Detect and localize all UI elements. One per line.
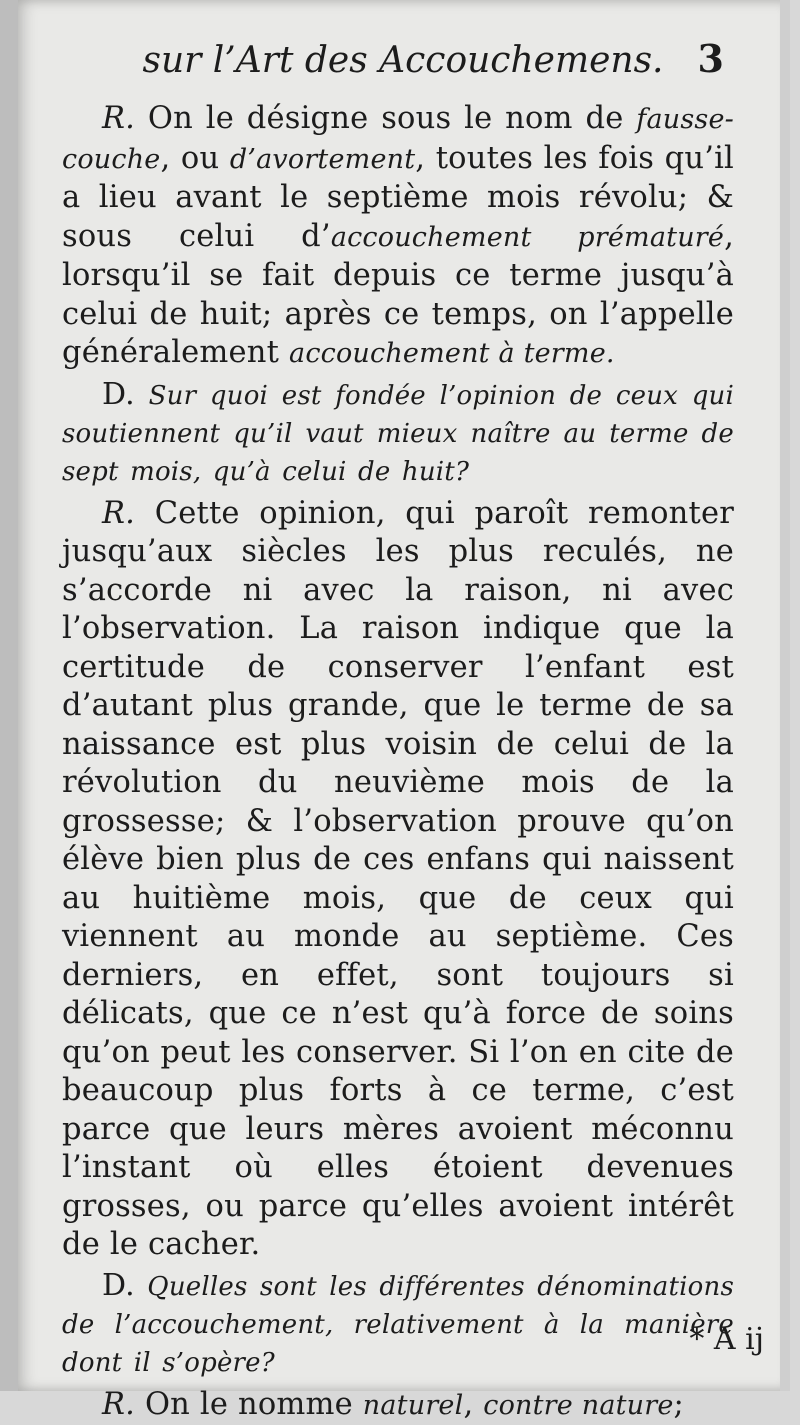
answer-label: R.: [102, 496, 135, 531]
answer-label: R.: [102, 1387, 135, 1422]
italic-term: accouchement à terme.: [289, 338, 615, 369]
running-title: sur l’Art des Accouchemens.: [142, 40, 663, 81]
text-run: , ou: [160, 141, 229, 176]
italic-term: accouchement prématuré: [331, 222, 724, 253]
answer-text: Cette opinion, qui paroît remonter jusqu’aux siècles les plus reculés, ne s’accorde ni avec la raison, ni avec l’observation. La raison indique que la certitude de conserver l’enfant est d’autant plus grande, que le terme de sa naissance est plus voisin de celui de la révolution du neuvième mois de la grossesse; & l’observation prouve qu’on élève bien plus de ces enfans qui naissent au huitième mois, que de ceux qui viennent au monde au septième. Ces derniers, en effet, sont toujours si délicats, que ce n’est qu’à force de soins qu’on peut les conserver. Si l’on en cite de beaucoup plus forts à ce terme, c’est parce que leurs mères avoient méconnu l’instant où elles étoient devenues grosses, ou parce qu’elles avoient intérêt de le cacher.: [62, 496, 734, 1263]
italic-term: naturel: [363, 1390, 464, 1421]
page-gutter-shadow: [0, 0, 18, 1391]
question-text: Sur quoi est fondée l’opinion de ceux qui soutiennent qu’il vaut mieux naître au terme de sept mois, qu’à celui de huit?: [62, 381, 734, 487]
question-label: D.: [102, 377, 135, 412]
answer-paragraph-1: [62, 100, 734, 374]
text-run: , lorsqu’il se fait depuis ce terme jusqu’à celui de huit; après ce temps, on l’appelle généralement: [62, 219, 734, 371]
running-header: [62, 40, 734, 100]
italic-term: fausse-couche: [62, 104, 734, 175]
page-number: 3: [698, 36, 724, 81]
question-paragraph-2: [62, 1267, 734, 1382]
signature-mark: * A ij: [689, 1322, 764, 1357]
answer-label: R.: [102, 101, 135, 136]
text-run: , toutes les fois qu’il a lieu avant le septième mois révolu; & sous celui d’: [62, 141, 734, 254]
page-edge-shadow: [780, 0, 790, 1391]
page-text: [62, 40, 734, 1425]
text-run: ;: [674, 1387, 684, 1422]
question-paragraph-1: [62, 376, 734, 491]
question-text: Quelles sont les différentes dénominations de l’accouchement, relativement à la manière dont il s’opère?: [62, 1272, 734, 1378]
answer-paragraph-2: [62, 495, 734, 1265]
text-run: On le nomme: [135, 1387, 363, 1422]
italic-term: d’avortement: [230, 144, 415, 175]
text-run: ,: [463, 1387, 483, 1422]
italic-term: contre nature: [483, 1390, 673, 1421]
answer-paragraph-3: [62, 1386, 734, 1425]
text-run: On le désigne sous le nom de: [135, 101, 636, 136]
question-label: D.: [102, 1268, 135, 1303]
